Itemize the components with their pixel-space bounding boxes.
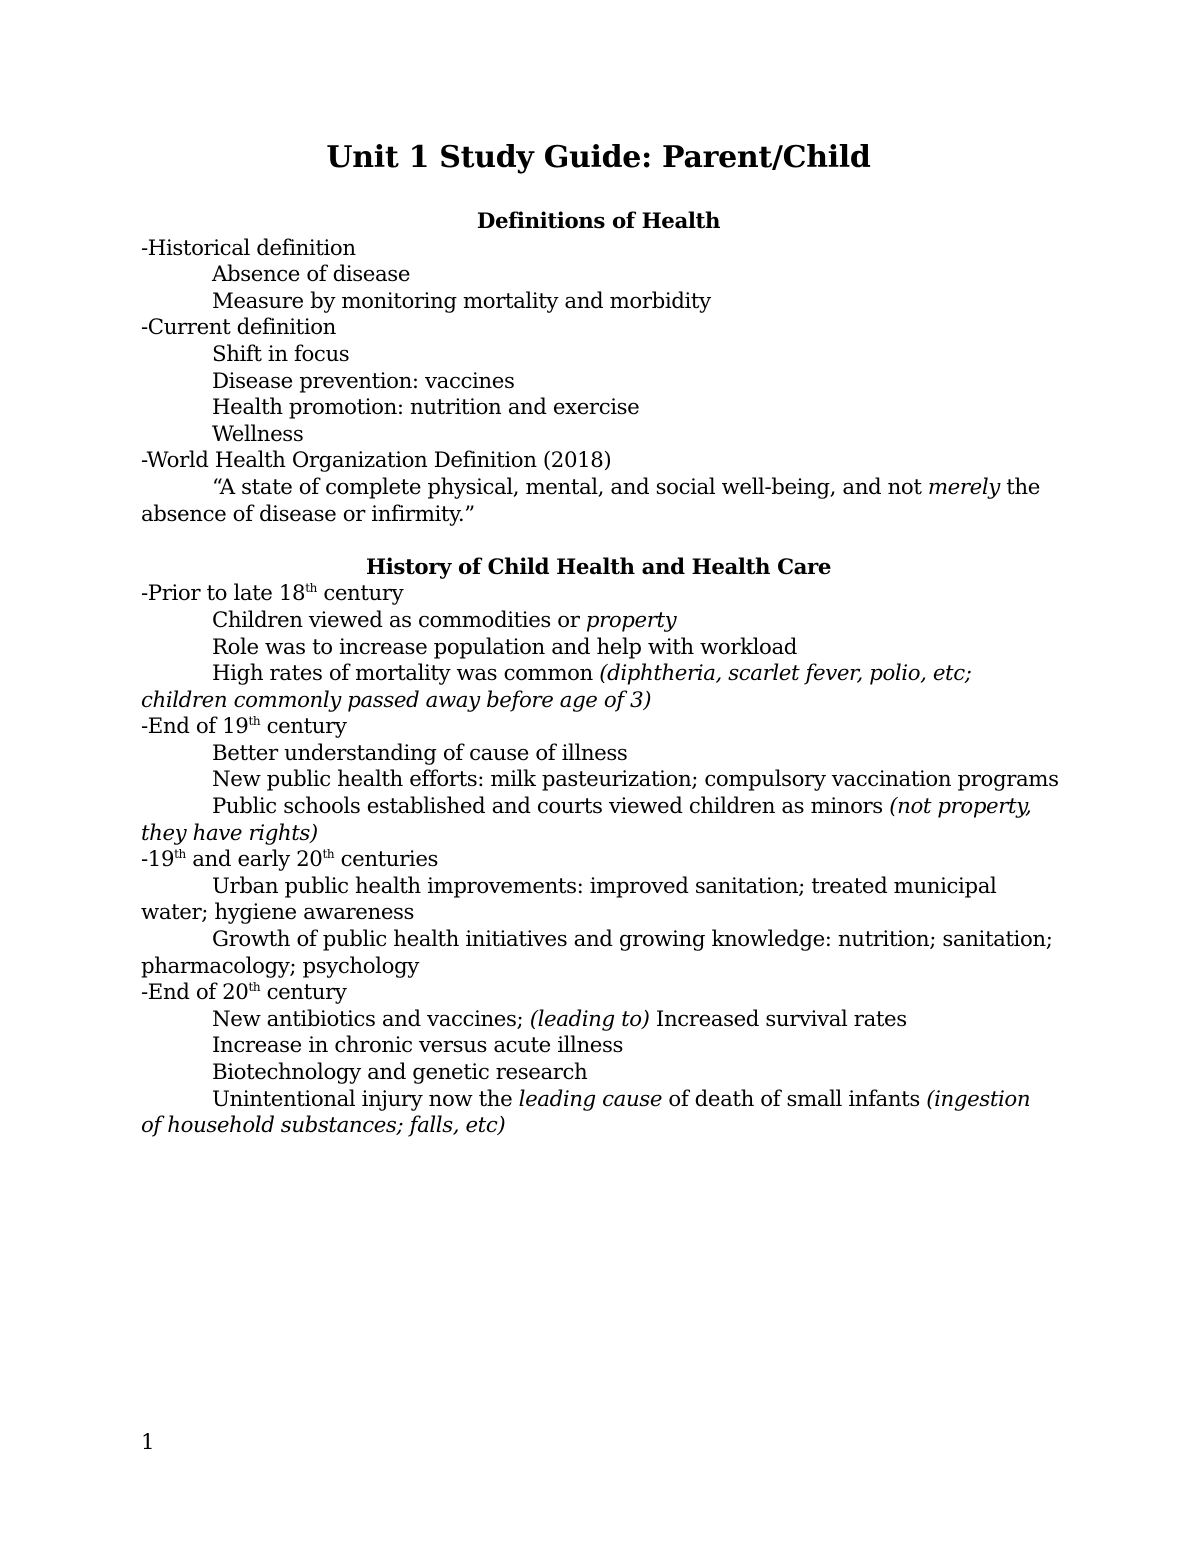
list-item	[141, 1007, 1056, 1034]
topic-label: -World Health Organization Definition (2018)	[141, 448, 612, 474]
item-text: Unintentional injury now the	[212, 1086, 519, 1112]
label-text: centuries	[334, 847, 439, 873]
superscript: th	[248, 714, 261, 729]
spacer	[141, 528, 1056, 555]
label-text: -End of 19	[141, 714, 249, 740]
list-item: Increase in chronic versus acute illness	[212, 1033, 624, 1059]
item-emphasis: (ingestion of household substances; falls, etc)	[141, 1086, 1031, 1139]
item-emphasis: property	[585, 607, 677, 633]
topic-label	[141, 847, 1056, 874]
section-history-of-child-health	[141, 554, 1059, 1140]
list-item: Health promotion: nutrition and exercise	[212, 395, 640, 421]
superscript: th	[322, 847, 335, 862]
label-text: -19	[141, 847, 175, 873]
list-item: New public health efforts: milk pasteurization; compulsory vaccination programs	[212, 767, 1059, 793]
list-item: Urban public health improvements: improved sanitation; treated municipal water; hygiene awareness	[141, 873, 997, 926]
list-item: Better understanding of cause of illness	[212, 740, 628, 766]
label-text: -End of 20	[141, 980, 249, 1006]
list-item	[141, 1087, 1056, 1140]
list-item: Biotechnology and genetic research	[212, 1060, 588, 1085]
document-title: Unit 1 Study Guide: Parent/Child	[326, 140, 871, 175]
item-text: Increased survival rates	[649, 1006, 907, 1032]
item-emphasis: (leading to)	[529, 1006, 650, 1032]
label-text: and early 20	[185, 847, 323, 873]
label-text: century	[316, 581, 404, 607]
superscript: th	[305, 581, 317, 596]
item-emphasis: leading cause	[518, 1086, 663, 1112]
topic-label: -Historical definition	[141, 235, 356, 261]
item-emphasis: (diphtheria, scarlet fever, polio, etc; children commonly passed away before age of 3)	[141, 661, 972, 713]
topic-label	[141, 980, 1056, 1007]
document-body	[141, 140, 1059, 1140]
section-heading: Definitions of Health	[476, 209, 721, 234]
item-text: New antibiotics and vaccines;	[212, 1006, 530, 1032]
item-text: Public schools established and courts viewed children as minors	[212, 794, 890, 820]
topic-label	[141, 581, 1056, 608]
label-text: century	[260, 980, 347, 1006]
page-number: 1	[141, 1430, 155, 1455]
who-quote	[141, 475, 1056, 528]
item-text: of death of small infants	[662, 1086, 927, 1112]
list-item: Growth of public health initiatives and growing knowledge: nutrition; sanitation; pharmacology; psychology	[141, 927, 1053, 979]
list-item: Shift in focus	[212, 341, 350, 367]
list-item: Disease prevention: vaccines	[212, 368, 515, 394]
list-item	[141, 661, 1056, 714]
section-definitions-of-health	[141, 209, 1056, 528]
superscript: th	[248, 980, 261, 995]
section-heading: History of Child Health and Health Care	[365, 554, 832, 580]
item-emphasis: (not property, they have rights)	[141, 794, 1032, 846]
quote-emphasis: merely	[927, 474, 1000, 500]
label-text: -Prior to late 18	[141, 581, 306, 607]
superscript: th	[174, 847, 186, 862]
topic-label: -Current definition	[141, 315, 336, 341]
list-item: Absence of disease	[212, 262, 411, 288]
list-item	[141, 794, 1056, 847]
list-item	[141, 608, 1056, 635]
topic-label	[141, 714, 1056, 741]
quote-text: the absence of disease or infirmity.”	[141, 474, 1040, 527]
item-text: Children viewed as commodities or	[212, 607, 586, 633]
list-item: Role was to increase population and help with workload	[212, 634, 797, 660]
list-item: Wellness	[212, 421, 304, 447]
quote-text: “A state of complete physical, mental, and social well-being, and not	[212, 474, 928, 500]
item-text: High rates of mortality was common	[212, 661, 600, 687]
label-text: century	[260, 714, 347, 740]
list-item: Measure by monitoring mortality and morbidity	[212, 288, 711, 314]
